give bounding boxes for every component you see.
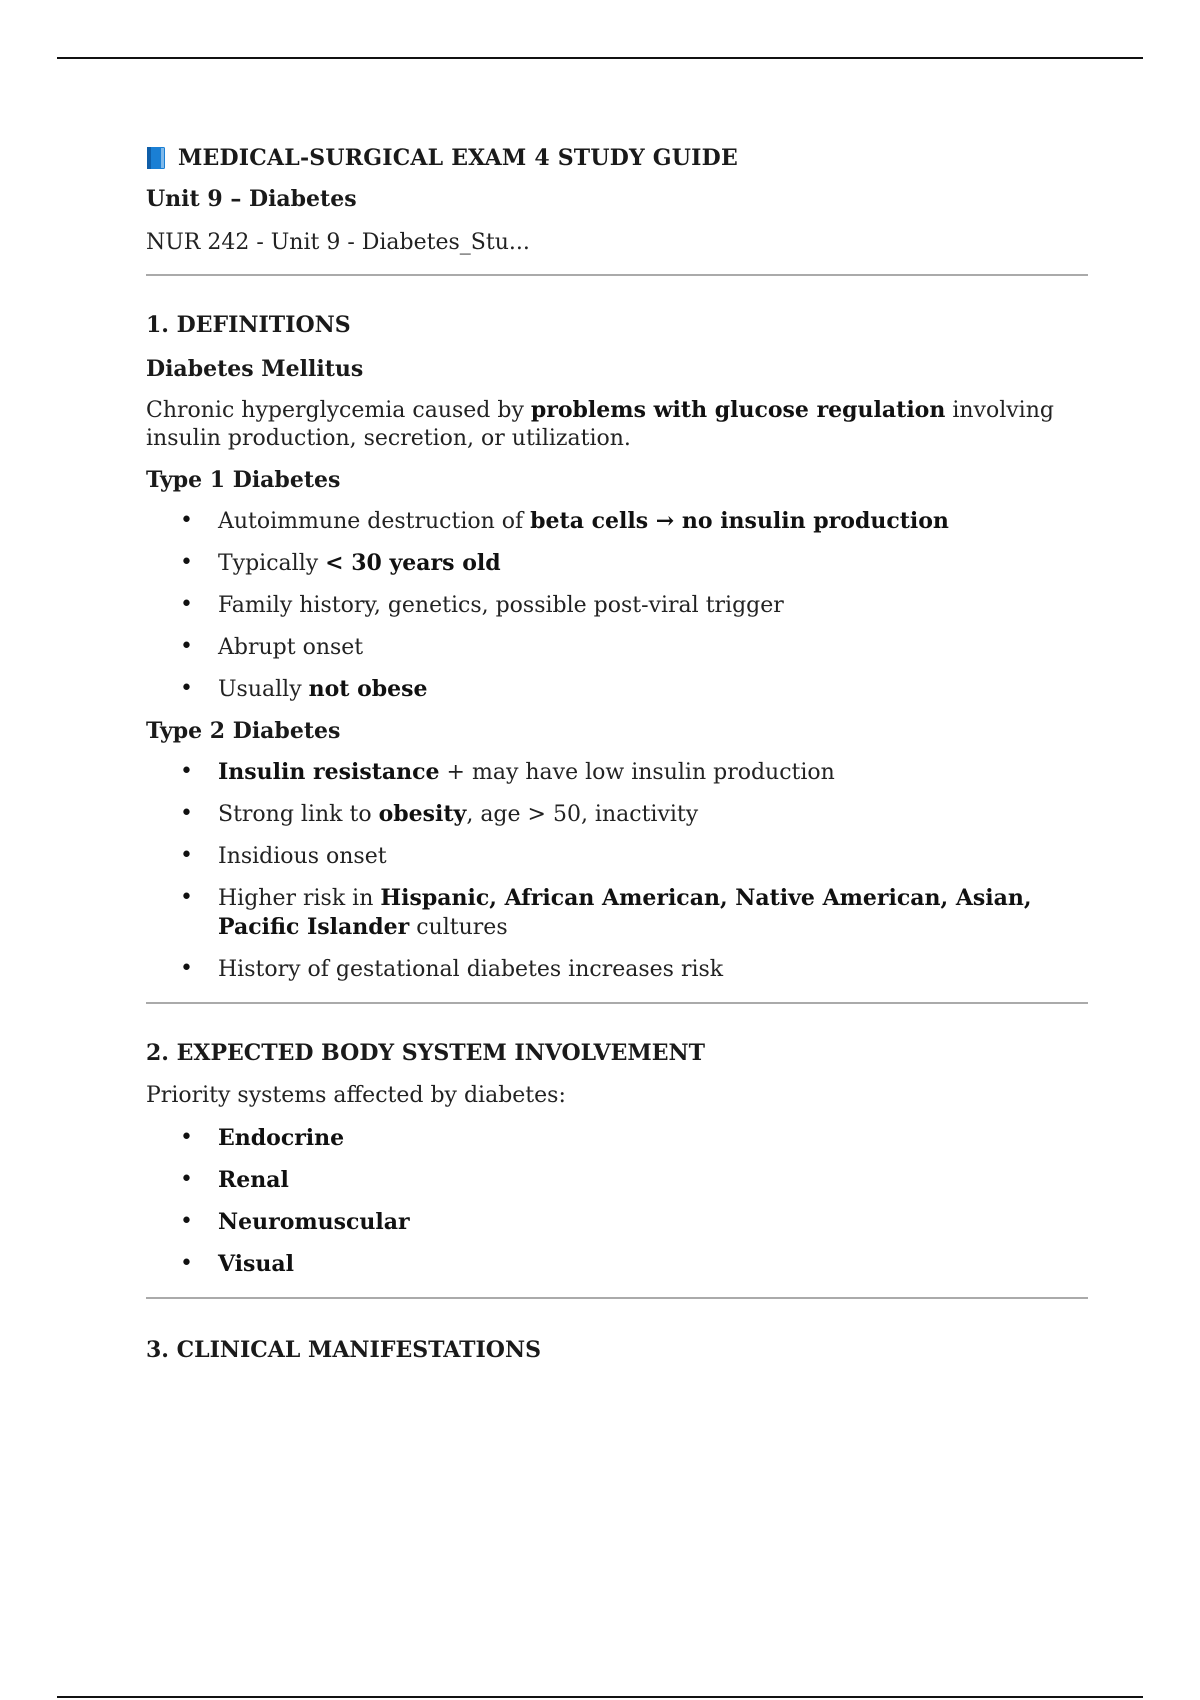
subheading-diabetes-mellitus: Diabetes Mellitus — [146, 356, 364, 382]
source-reference: NUR 242 - Unit 9 - Diabetes_Stu... — [146, 230, 530, 255]
list-item: • Higher risk in Hispanic, African American, Native American, Asian, Pacific Islander cultures — [146, 884, 1088, 942]
page-top-rule — [57, 57, 1143, 59]
section-divider — [146, 1002, 1088, 1004]
definition-text: involving insulin production, secretion, or utilization. — [146, 398, 1054, 451]
document-body — [146, 140, 1088, 1365]
title-row — [146, 140, 1088, 176]
section-heading-manifestations: 3. CLINICAL MANIFESTATIONS — [146, 1337, 541, 1363]
blue-book-icon — [146, 146, 166, 170]
list-item: • Endocrine — [146, 1124, 1088, 1153]
diabetes-mellitus-definition — [146, 396, 1088, 453]
list-item: • Visual — [146, 1250, 1088, 1279]
list-item: • Strong link to obesity, age > 50, inactivity — [146, 800, 1088, 829]
list-item: • Family history, genetics, possible post-viral trigger — [146, 591, 1088, 620]
type-1-list — [146, 507, 1088, 704]
page-bottom-rule — [57, 1696, 1143, 1698]
definition-text: Chronic hyperglycemia caused by — [146, 398, 531, 423]
subheading-type-1: Type 1 Diabetes — [146, 467, 341, 493]
section-heading-definitions: 1. DEFINITIONS — [146, 312, 351, 338]
section-divider — [146, 274, 1088, 276]
definition-bold: problems with glucose regulation — [530, 397, 946, 423]
list-item: • History of gestational diabetes increases risk — [146, 955, 1088, 984]
list-item: • Insidious onset — [146, 842, 1088, 871]
list-item: • Insulin resistance + may have low insulin production — [146, 758, 1088, 787]
list-item: • Autoimmune destruction of beta cells → no insulin production — [146, 507, 1088, 536]
document-title: MEDICAL-SURGICAL EXAM 4 STUDY GUIDE — [178, 145, 738, 171]
list-item: • Neuromuscular — [146, 1208, 1088, 1237]
section-divider — [146, 1297, 1088, 1299]
section-heading-systems: 2. EXPECTED BODY SYSTEM INVOLVEMENT — [146, 1040, 705, 1066]
systems-intro: Priority systems affected by diabetes: — [146, 1083, 566, 1108]
list-item: • Usually not obese — [146, 675, 1088, 704]
subheading-type-2: Type 2 Diabetes — [146, 718, 341, 744]
list-item: • Abrupt onset — [146, 633, 1088, 662]
type-2-list — [146, 758, 1088, 984]
unit-heading: Unit 9 – Diabetes — [146, 186, 357, 212]
list-item: • Typically < 30 years old — [146, 549, 1088, 578]
systems-list — [146, 1124, 1088, 1279]
list-item: • Renal — [146, 1166, 1088, 1195]
